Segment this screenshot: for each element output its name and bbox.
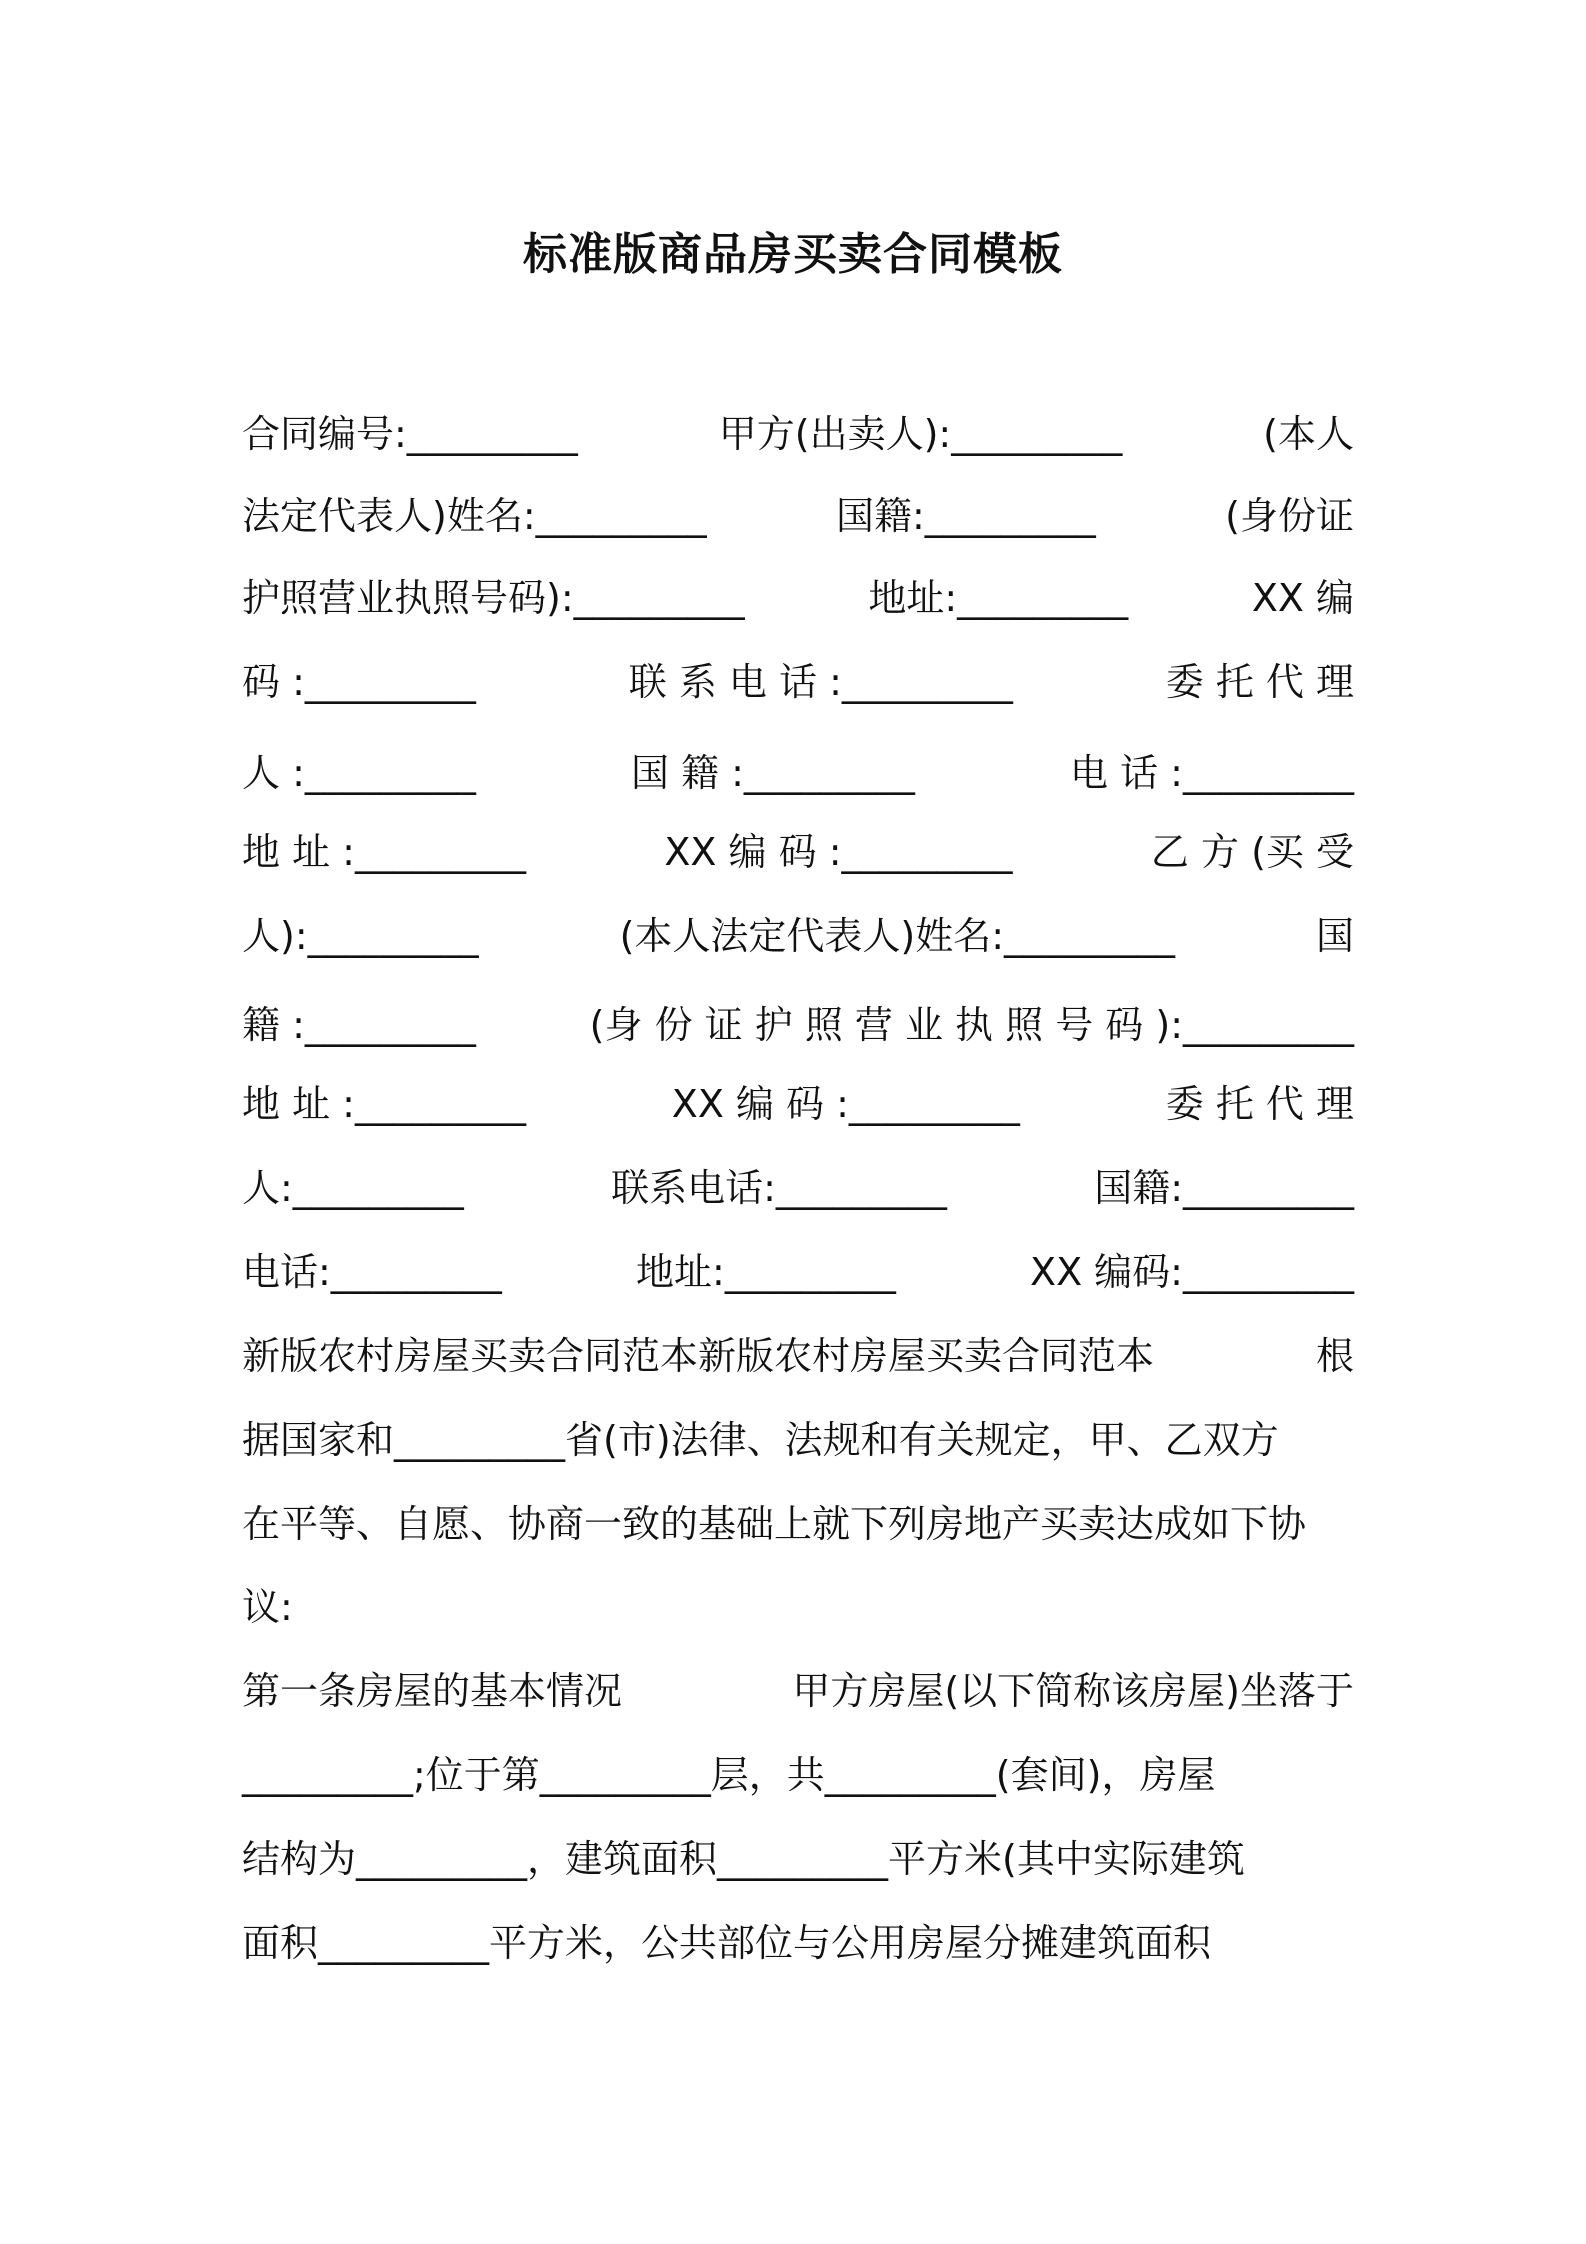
line-segment: 结构为_________，建筑面积_________平方米(其中实际建筑 bbox=[242, 1837, 1245, 1881]
line-segment: 甲方(出卖人):_________ bbox=[718, 412, 1123, 456]
line-segment: 委 托 代 理 bbox=[1165, 1082, 1354, 1126]
line-segment: XX 编 bbox=[1251, 576, 1354, 620]
line-segment: 码 :_________ bbox=[242, 660, 476, 704]
line-segment: 籍 :_________ bbox=[242, 1003, 476, 1047]
text-line bbox=[242, 404, 1354, 464]
line-segment: (身 份 证 护 照 营 业 执 照 号 码 ):_________ bbox=[589, 1003, 1354, 1047]
text-line bbox=[242, 1577, 1354, 1637]
text-line bbox=[242, 1158, 1354, 1218]
line-segment: _________;位于第_________层，共_________(套间)，房屋 bbox=[242, 1753, 1216, 1797]
line-segment: 议: bbox=[242, 1585, 293, 1629]
text-line bbox=[242, 822, 1354, 882]
line-segment: 护照营业执照号码):_________ bbox=[242, 576, 745, 620]
line-segment: 电话:_________ bbox=[242, 1250, 502, 1294]
text-line bbox=[242, 486, 1354, 546]
text-line bbox=[242, 652, 1354, 712]
line-segment: (本人法定代表人)姓名:_________ bbox=[619, 914, 1176, 958]
line-segment: 面积_________平方米，公共部位与公用房屋分摊建筑面积 bbox=[242, 1921, 1212, 1965]
line-segment: 人:_________ bbox=[242, 1166, 464, 1210]
text-line bbox=[242, 1745, 1354, 1805]
line-segment: 联 系 电 话 :_________ bbox=[628, 660, 1013, 704]
line-segment: 人 :_________ bbox=[242, 751, 476, 795]
text-line bbox=[242, 1074, 1354, 1134]
line-segment: 国 bbox=[1315, 914, 1354, 958]
line-segment: 国 籍 :_________ bbox=[630, 751, 915, 795]
text-line bbox=[242, 1829, 1354, 1889]
line-segment: 国籍:_________ bbox=[836, 494, 1096, 538]
text-line bbox=[242, 1494, 1354, 1554]
line-segment: 地 址 :_________ bbox=[242, 1082, 526, 1126]
text-line bbox=[242, 995, 1354, 1055]
line-segment: XX 编 码 :_________ bbox=[671, 1082, 1020, 1126]
text-line bbox=[242, 1661, 1354, 1721]
line-segment: 电 话 :_________ bbox=[1070, 751, 1354, 795]
text-line bbox=[242, 1913, 1354, 1973]
line-segment: 委 托 代 理 bbox=[1165, 660, 1354, 704]
document-title: 标准版商品房买卖合同模板 bbox=[523, 229, 1063, 280]
line-segment: 合同编号:_________ bbox=[242, 412, 578, 456]
text-line bbox=[242, 743, 1354, 803]
line-segment: XX 编 码 :_________ bbox=[664, 830, 1013, 874]
text-line bbox=[242, 906, 1354, 966]
line-segment: 国籍:_________ bbox=[1094, 1166, 1354, 1210]
line-segment: 联系电话:_________ bbox=[611, 1166, 947, 1210]
line-segment: 根 bbox=[1315, 1334, 1354, 1378]
line-segment: 人):_________ bbox=[242, 914, 479, 958]
text-line bbox=[242, 1326, 1354, 1386]
text-line bbox=[242, 568, 1354, 628]
line-segment: 地址:_________ bbox=[868, 576, 1129, 620]
line-segment: XX 编码:_________ bbox=[1030, 1250, 1354, 1294]
line-segment: (本人 bbox=[1263, 412, 1354, 456]
text-line bbox=[242, 1410, 1354, 1470]
line-segment: 地址:_________ bbox=[636, 1250, 896, 1294]
line-segment: 法定代表人)姓名:_________ bbox=[242, 494, 707, 538]
line-segment: 甲方房屋(以下简称该房屋)坐落于 bbox=[792, 1669, 1354, 1713]
text-line bbox=[242, 1242, 1354, 1302]
line-segment: 第一条房屋的基本情况 bbox=[242, 1669, 623, 1713]
line-segment: 地 址 :_________ bbox=[242, 830, 526, 874]
line-segment: (身份证 bbox=[1225, 494, 1354, 538]
line-segment: 新版农村房屋买卖合同范本新版农村房屋买卖合同范本 bbox=[242, 1334, 1155, 1378]
line-segment: 乙 方 (买 受 bbox=[1150, 830, 1354, 874]
line-segment: 在平等、自愿、协商一致的基础上就下列房地产买卖达成如下协 bbox=[242, 1502, 1307, 1546]
line-segment: 据国家和_________省(市)法律、法规和有关规定，甲、乙双方 bbox=[242, 1418, 1279, 1462]
